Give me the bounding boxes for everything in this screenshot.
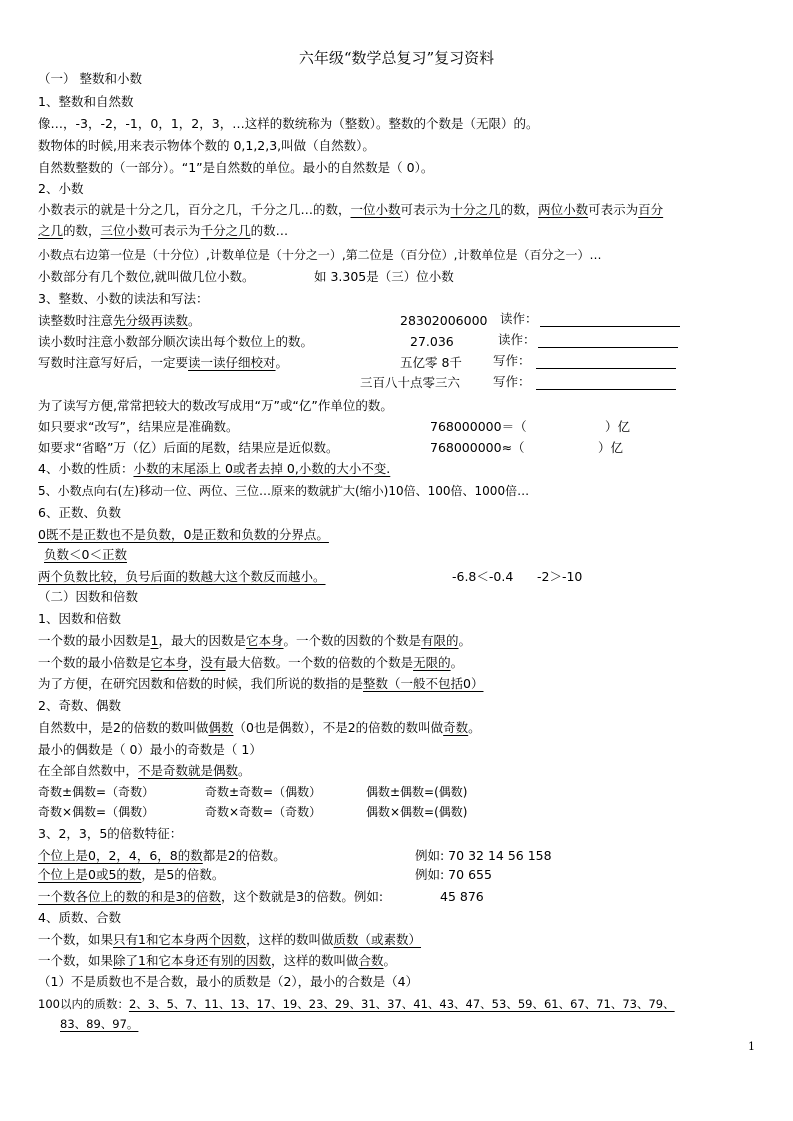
subheading-reading-writing: 3、整数、小数的读法和写法：	[38, 291, 209, 306]
underlined-term: 小数的末尾添上 0或者去掉 0,小数的大小不变.	[133, 461, 391, 476]
prime-list-continued: 83、89、97。	[60, 1017, 139, 1031]
underlined-term: 质数（或素数）	[333, 932, 422, 947]
example-numbers: 45 876	[440, 889, 484, 904]
underlined-term: 没有	[200, 655, 226, 670]
text-fragment: ，这样的数叫做	[245, 932, 334, 947]
underlined-line: 两个负数比较，负号后面的数越大这个数反而越小。	[38, 569, 326, 584]
underlined-term: 三位小数	[100, 223, 151, 238]
underlined-term: 无限的	[413, 655, 451, 670]
text-line: 自然数整数的（一部分）。“1”是自然数的单位。最小的自然数是（ 0）。	[38, 160, 434, 175]
subheading-divisibility: 3、2，3，5的倍数特征：	[38, 826, 183, 841]
rule-text: 奇数×奇数=（奇数）	[205, 805, 322, 819]
answer-label: 写作：	[493, 353, 531, 368]
text-line: 如只要求“改写”，结果应是准确数。	[38, 419, 239, 434]
text-line: 像…，-3，-2，-1，0，1，2，3，…这样的数统称为（整数）。整数的个数是（无限）的。	[38, 116, 539, 131]
underlined-term: 奇数	[443, 720, 469, 735]
text-line: 5、小数点向右(左)移动一位、两位、三位…原来的数就扩大(缩小)10倍、100倍、1000倍…	[38, 484, 530, 498]
text-line: 小数部分有几个数位,就叫做几位小数。	[38, 269, 255, 284]
subheading-positive-negative: 6、正数、负数	[38, 505, 121, 520]
page-number: 1	[748, 1040, 755, 1053]
underlined-term: 它本身	[245, 633, 284, 648]
text-fragment: 。	[188, 313, 201, 328]
text-line: 数物体的时候,用来表示物体个数的 0,1,2,3,叫做（自然数）。	[38, 138, 375, 153]
subheading-decimals: 2、小数	[38, 181, 84, 196]
text-fragment: ，	[188, 655, 201, 670]
text-fragment: 。	[383, 953, 397, 968]
underlined-term: 除了1和它本身还有别的因数	[113, 953, 271, 968]
page-title: 六年级“数学总复习”复习资料	[298, 49, 495, 67]
answer-blank	[540, 312, 680, 327]
underlined-term: 只有1和它本身两个因数	[113, 932, 246, 947]
rule-text: 奇数±偶数=（奇数）	[38, 785, 155, 799]
text-fragment: 的数…	[250, 223, 289, 238]
text-fragment: 。	[468, 720, 481, 735]
text-fragment: 。一个数的因数的个数是	[283, 633, 422, 648]
underlined-term: 百分	[638, 202, 664, 217]
text-line: 读小数时注意小数部分顺次读出每个数位上的数。	[38, 334, 314, 349]
subheading-factors-multiples: 1、因数和倍数	[38, 611, 121, 626]
underlined-term: 有限的	[421, 633, 459, 648]
text-fragment: ）亿	[605, 419, 631, 434]
text-fragment: 的数，	[63, 223, 101, 238]
example-number: 三百八十点零三六	[360, 375, 461, 390]
text-line	[38, 675, 483, 693]
text-fragment: 读整数时注意	[38, 313, 114, 328]
example-number: 768000000≈（	[430, 440, 525, 455]
text-fragment: 在全部自然数中，	[38, 763, 139, 778]
underlined-term: 十分之几	[450, 202, 501, 217]
text-line	[38, 312, 201, 330]
text-fragment: 。	[450, 655, 464, 670]
text-line: 为了读写方便,常常把较大的数改写成用“万”或“亿”作单位的数。	[38, 398, 393, 413]
text-line	[38, 995, 675, 1013]
text-fragment: 一个数，如果	[38, 932, 114, 947]
underlined-term: 两位小数	[538, 202, 589, 217]
underlined-term: 千分之几	[200, 223, 251, 238]
underlined-line: 负数＜0＜正数	[44, 547, 127, 562]
underlined-line: 0既不是正数也不是负数，0是正数和负数的分界点。	[38, 527, 329, 542]
text-line	[38, 866, 224, 884]
text-line: （1）不是质数也不是合数，最小的质数是（2），最小的合数是（4）	[38, 974, 419, 989]
rule-text: 偶数×偶数=(偶数)	[366, 805, 468, 819]
rule-text: 偶数±偶数=(偶数)	[366, 785, 468, 799]
text-fragment: ，是5的倍数。	[141, 867, 225, 882]
example-number: -6.8＜-0.4	[452, 569, 514, 584]
text-line: 如 3.305是（三）位小数	[314, 269, 454, 284]
text-fragment: 一个数的最小倍数是	[38, 655, 151, 670]
text-line	[38, 888, 383, 906]
text-fragment: ）亿	[598, 440, 624, 455]
text-fragment: 。	[238, 763, 251, 778]
section-heading-integers-decimals: （一） 整数和小数	[38, 71, 142, 86]
text-fragment: 小数表示的就是十分之几，百分之几，千分之几…的数，	[38, 202, 351, 217]
text-fragment: 可表示为	[150, 223, 201, 238]
example-number: 五亿零 8千	[400, 355, 462, 370]
text-line	[38, 931, 421, 949]
answer-label: 读作：	[500, 311, 538, 326]
underlined-term: 合数	[358, 953, 384, 968]
underlined-term: 之几	[38, 223, 64, 238]
underlined-term: 一个数各位上的数的和是3的倍数	[38, 889, 221, 904]
text-fragment: 100以内的质数：	[38, 997, 129, 1011]
text-fragment: 可表示为	[400, 202, 451, 217]
text-fragment: 一个数，如果	[38, 953, 114, 968]
text-fragment: 一个数的最小因数是	[38, 633, 151, 648]
text-fragment: 写数时注意写好后，一定要	[38, 355, 189, 370]
text-line	[38, 762, 251, 780]
text-fragment: 4、小数的性质：	[38, 461, 134, 476]
underlined-term: 1	[150, 633, 159, 648]
answer-blank	[538, 333, 678, 348]
text-line	[38, 354, 288, 372]
example-number: 28302006000	[400, 313, 488, 328]
underlined-term: 一位小数	[350, 202, 401, 217]
text-line: 如要求“省略”万（亿）后面的尾数，结果应是近似数。	[38, 440, 339, 455]
text-fragment: 。	[275, 355, 289, 370]
underlined-term: 偶数	[208, 720, 234, 735]
text-line	[38, 632, 471, 650]
text-line	[38, 222, 288, 240]
underlined-term: 个位上是0，2，4，6，8的数	[38, 848, 203, 863]
answer-label: 读作：	[498, 332, 536, 347]
text-fragment: 都是2的倍数。	[202, 848, 286, 863]
text-line	[38, 201, 663, 219]
subheading-odd-even: 2、奇数、偶数	[38, 698, 121, 713]
text-fragment: 最大倍数。一个数的倍数的个数是	[225, 655, 414, 670]
text-fragment: 自然数中，是2的倍数的数叫做	[38, 720, 209, 735]
text-line	[38, 719, 481, 737]
subheading-integers-natural: 1、整数和自然数	[38, 94, 134, 109]
example-number: 27.036	[410, 334, 454, 349]
answer-blank	[536, 375, 676, 390]
text-line	[38, 460, 390, 478]
prime-list: 2、3、5、7、11、13、17、19、23、29、31、37、41、43、47、53、59、61、67、71、73、79、	[128, 997, 675, 1011]
text-line	[38, 847, 286, 865]
text-fragment: 的数，	[500, 202, 539, 217]
rule-text: 奇数±奇数=（偶数）	[205, 785, 322, 799]
rule-text: 奇数×偶数=（偶数）	[38, 805, 155, 819]
subheading-prime-composite: 4、质数、合数	[38, 910, 121, 925]
text-fragment: 可表示为	[588, 202, 639, 217]
text-fragment: （0也是偶数），不是2的倍数的数叫做	[233, 720, 444, 735]
text-line: 最小的偶数是（ 0）最小的奇数是（ 1）	[38, 742, 262, 757]
answer-blank	[536, 354, 676, 369]
section-heading-factors-multiples: （二）因数和倍数	[38, 589, 139, 604]
underlined-term: 它本身	[150, 655, 189, 670]
text-fragment: ，这个数就是3的倍数。例如:	[220, 889, 384, 904]
text-line	[38, 654, 463, 672]
underlined-term: 不是奇数就是偶数	[138, 763, 239, 778]
example-numbers: 例如: 70 655	[415, 867, 492, 882]
example-numbers: 例如: 70 32 14 56 158	[415, 848, 552, 863]
example-number: 768000000＝（	[430, 419, 527, 434]
underlined-term: 读一读仔细校对	[188, 355, 276, 370]
underlined-term: 整数（一般不包括0）	[363, 676, 484, 691]
example-number: -2＞-10	[537, 569, 583, 584]
text-fragment: ，最大的因数是	[158, 633, 246, 648]
underlined-term: 个位上是0或5的数	[38, 867, 142, 882]
text-line	[38, 952, 396, 970]
text-fragment: 为了方便，在研究因数和倍数的时候，我们所说的数指的是	[38, 676, 364, 691]
text-fragment: ，这样的数叫做	[270, 953, 359, 968]
text-fragment: 。	[458, 633, 472, 648]
underlined-term: 先分级再读数	[113, 313, 189, 328]
text-line: 小数点右边第一位是（十分位）,计数单位是（十分之一）,第二位是（百分位）,计数单位是（百分之一）…	[38, 248, 602, 262]
answer-label: 写作：	[493, 374, 531, 389]
